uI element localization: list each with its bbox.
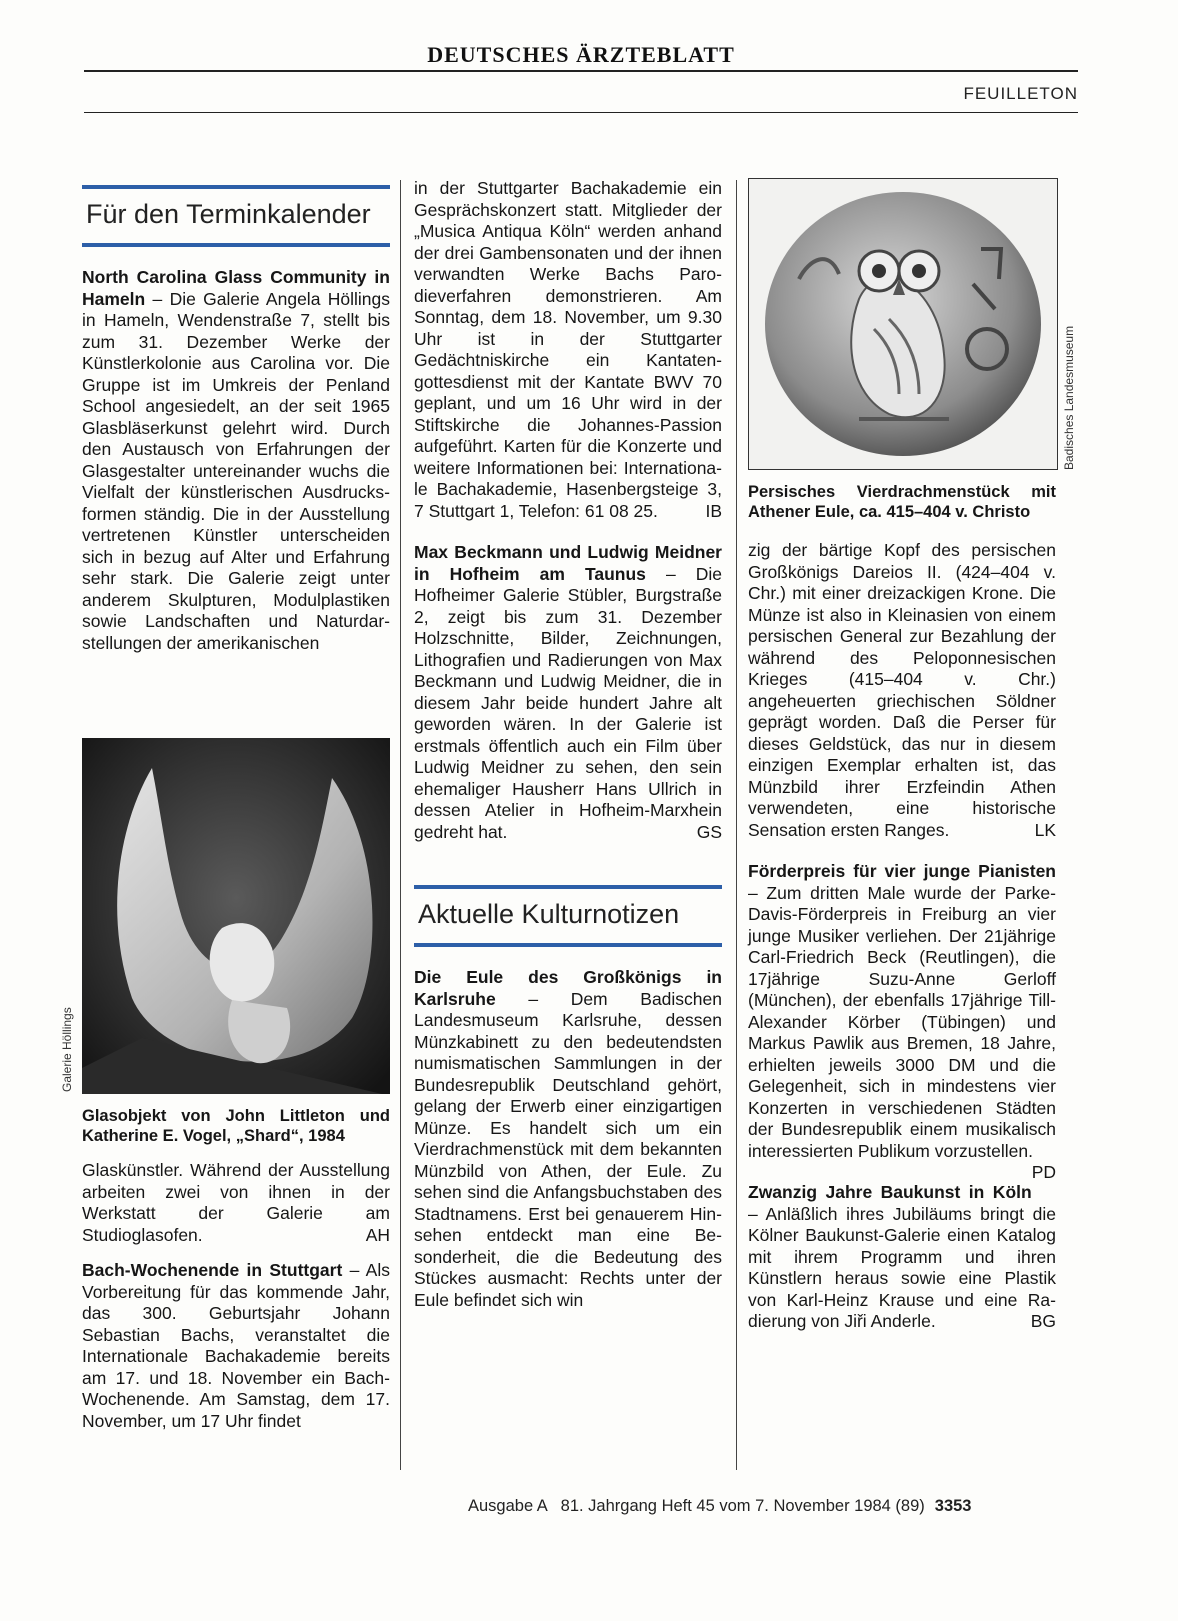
author-signature: GS [696,821,722,842]
coin-photo [748,178,1058,470]
article-text: – Dem Badischen Landesmuseum Karlsruhe, dessen Münzkabinett zu den bedeutendsten numismatischen Sammlungen in der Bundesrepublik Deutschland gehört, gelang der Erwerb einer einzigartigen Münze. Es handelt sich um ein Vierdrachmenstück mit dem bekannten Münzbild von Athen, der Eule. Zu sehen sind die Anfangsbuchstaben des Stadtnamens. Erst bei genauerem Hinsehen entdeckt man eine Besonderheit, die die Bedeutung des Stückes ausmacht: Rechts unter der Eule befindet sich win [414,988,722,1310]
photo-caption: Persisches Vierdrachmenstück mit Athener Eule, ca. 415–404 v. Christo [748,483,1056,521]
article-text: Glaskünstler. Während der Ausstellung arbeiten zwei von ihnen in der Werkstatt der Galerie am Studioglasofen. [82,1160,390,1245]
article-text: zig der bärtige Kopf des persischen Großkönigs Dareios II. (424–404 v. Chr.) mit einer dreizackigen Krone. Die Münze ist also in Kleinasien von einem persischen General zur Bezahlung der während des Peloponnesischen Krieges (415–404 v. Chr.) angeheuerten griechischen Söldner geprägt worden. Daß die Perser für dieses Geldstück, das nur in diesem einzigen Exemplar erhalten ist, das Münzbild ihrer Erzfeindin Athen verwendeten, eine historische Sensation ersten Ranges. [748,540,1056,840]
article-title: Förderpreis für vier junge Pianisten [748,861,1056,881]
photo-credit: Badisches Landesmuseum [1062,325,1076,470]
header-rule [84,112,1078,113]
column-divider [400,180,401,1470]
article-glass-community [82,267,390,654]
article-glass-community-continued [82,1160,390,1246]
article-baukunst-koeln [748,1182,1056,1333]
glass-object-photo [82,738,390,1094]
author-signature: PD [1031,1162,1056,1182]
section-label: FEUILLETON [963,84,1078,103]
article-text: – Als Vorbereitung für das kommende Jahr, das 300. Geburtsjahr Johann Sebastian Bachs, veranstaltet die Internationale Bachakademie bereits am 17. und 18. November ein Bach-Wochenende. Am Samstag, dem 17. November, um 17 Uhr findet [82,1260,390,1431]
article-owl-karlsruhe-continued [748,540,1056,841]
section-bottom-rule [82,243,390,247]
section-heading: Für den Terminkalender [86,199,371,229]
article-piano-prize [748,861,1056,1182]
section-top-rule [414,885,722,889]
article-title: Max Beckmann und Ludwig Meidner in Hofheim am Taunus [414,542,722,584]
page-number: 3353 [934,1497,972,1515]
article-title: Zwanzig Jahre Baukunst in Köln [748,1182,1032,1202]
section-heading: Aktuelle Kulturnotizen [418,899,680,929]
article-title: Die Eule des Großkönigs in Karlsruhe [414,967,722,1009]
article-text: – Zum dritten Male wurde der Parke-Davis-Förderpreis in Freiburg an vier junge Musiker verliehen. Der 21jährige Carl-Friedrich Beck (Reutlingen), die 17jährige Suzu-Anne Gerloff (München), der ebenfalls 17jährige Till-Alexander Körber (Tübingen) und Markus Pawlik aus Bremen, 18 Jahre, erhielten jeweils 3000 DM und die Gelegenheit, sich in mindestens vier Konzerten in verschiedenen Städten der Bundesrepublik einem musikalisch interessierten Publikum vorzustellen. [748,882,1056,1161]
author-signature: AH [365,1224,390,1245]
page-footer [468,1497,972,1516]
article-owl-karlsruhe [414,967,722,1311]
article-bach-weekend [82,1260,390,1432]
article-text: – Anläßlich ihres Jubiläums bringt die Kölner Baukunst-Galerie einen Katalog mit ihrem Programm und ihren Künstlern heraus sowie eine Plastik von Karl-Heinz Krause und eine Radierung von Jiři Anderle. [748,1203,1056,1331]
column-2 [414,178,722,1311]
glass-sculpture-image [82,738,390,1094]
column-1 [82,185,390,654]
section-top-rule [82,185,390,189]
author-signature: BG [1030,1311,1056,1331]
masthead-rule [84,70,1078,72]
photo-credit: Galerie Höllings [60,1007,74,1092]
column-divider [736,180,737,1470]
masthead-title: DEUTSCHES ÄRZTEBLATT [427,42,735,67]
owl-coin-image [749,179,1057,469]
article-title: North Carolina Glass Community in Hameln [82,267,390,309]
article-text: in der Stuttgarter Bachakademie ein Gesprächskonzert statt. Mitglieder der „Musica Antiqua Köln“ werden anhand der drei Gambensonaten und der ihnen verwandten Werke Bachs Parodieverfahren demonstrieren. Am Sonntag, dem 18. November, um 9.30 Uhr ist in der Stuttgarter Gedächtniskirche ein Kantatengottesdienst mit der Kantate BWV 70 geplant, und um 16 Uhr wird in der Stiftskirche die Johannes-Passion aufgeführt. Karten für die Konzerte und weitere Informationen bei: Internationale Bachakademie, Hasenbergsteige 3, 7 Stuttgart 1, Telefon: 61 08 25. [414,178,722,521]
author-signature: IB [705,500,722,521]
article-beckmann-meidner [414,542,722,843]
author-signature: LK [1034,819,1056,840]
column-3 [748,482,1056,1333]
article-text: – Die Galerie Angela Höllings in Hameln, Wendenstraße 7, stellt bis zum 31. Dezember Werke der Künstlerkolonie aus Carolina vor. Die Gruppe ist im Umkreis der Penland School angesiedelt, an der seit 1965 Glasbläserkunst gelehrt wird. Durch den Austausch von Erfahrungen der Glasgestalter untereinander wuchs die Vielfalt der künstlerischen Ausdrucksformen ständig. Die in der Ausstellung vertretenen Künstler unterscheiden sich in bezug auf Alter und Erfahrung sehr stark. Die Galerie zeigt unter anderem Skulpturen, Modulplastiken sowie Landschaften und Naturdarstellungen der amerikanischen [82,288,390,653]
article-title: Bach-Wochenende in Stuttgart [82,1260,343,1280]
column-1-lower [82,1106,390,1432]
article-bach-weekend-continued [414,178,722,522]
photo-caption: Glasobjekt von John Littleton und Katherine E. Vogel, „Shard“, 1984 [82,1107,390,1145]
section-bottom-rule [414,943,722,947]
article-text: – Die Hofheimer Galerie Stübler, Burgstraße 2, zeigt bis zum 31. Dezember Holzschnitte, Bilder, Zeichnungen, Lithografien und Radierungen von Max Beckmann und Ludwig Meidner, die in diesem Jahr beide hundert Jahre alt geworden wären. In der Galerie ist erstmals öffentlich auch ein Film über Ludwig Meidner zu sehen, den sein ehemaliger Hausherr Hans Ullrich in dessen Atelier in Hofheim-Marxhein gedreht hat. [414,563,723,842]
issue-info: Ausgabe A 81. Jahrgang Heft 45 vom 7. November 1984 (89) [468,1497,925,1515]
